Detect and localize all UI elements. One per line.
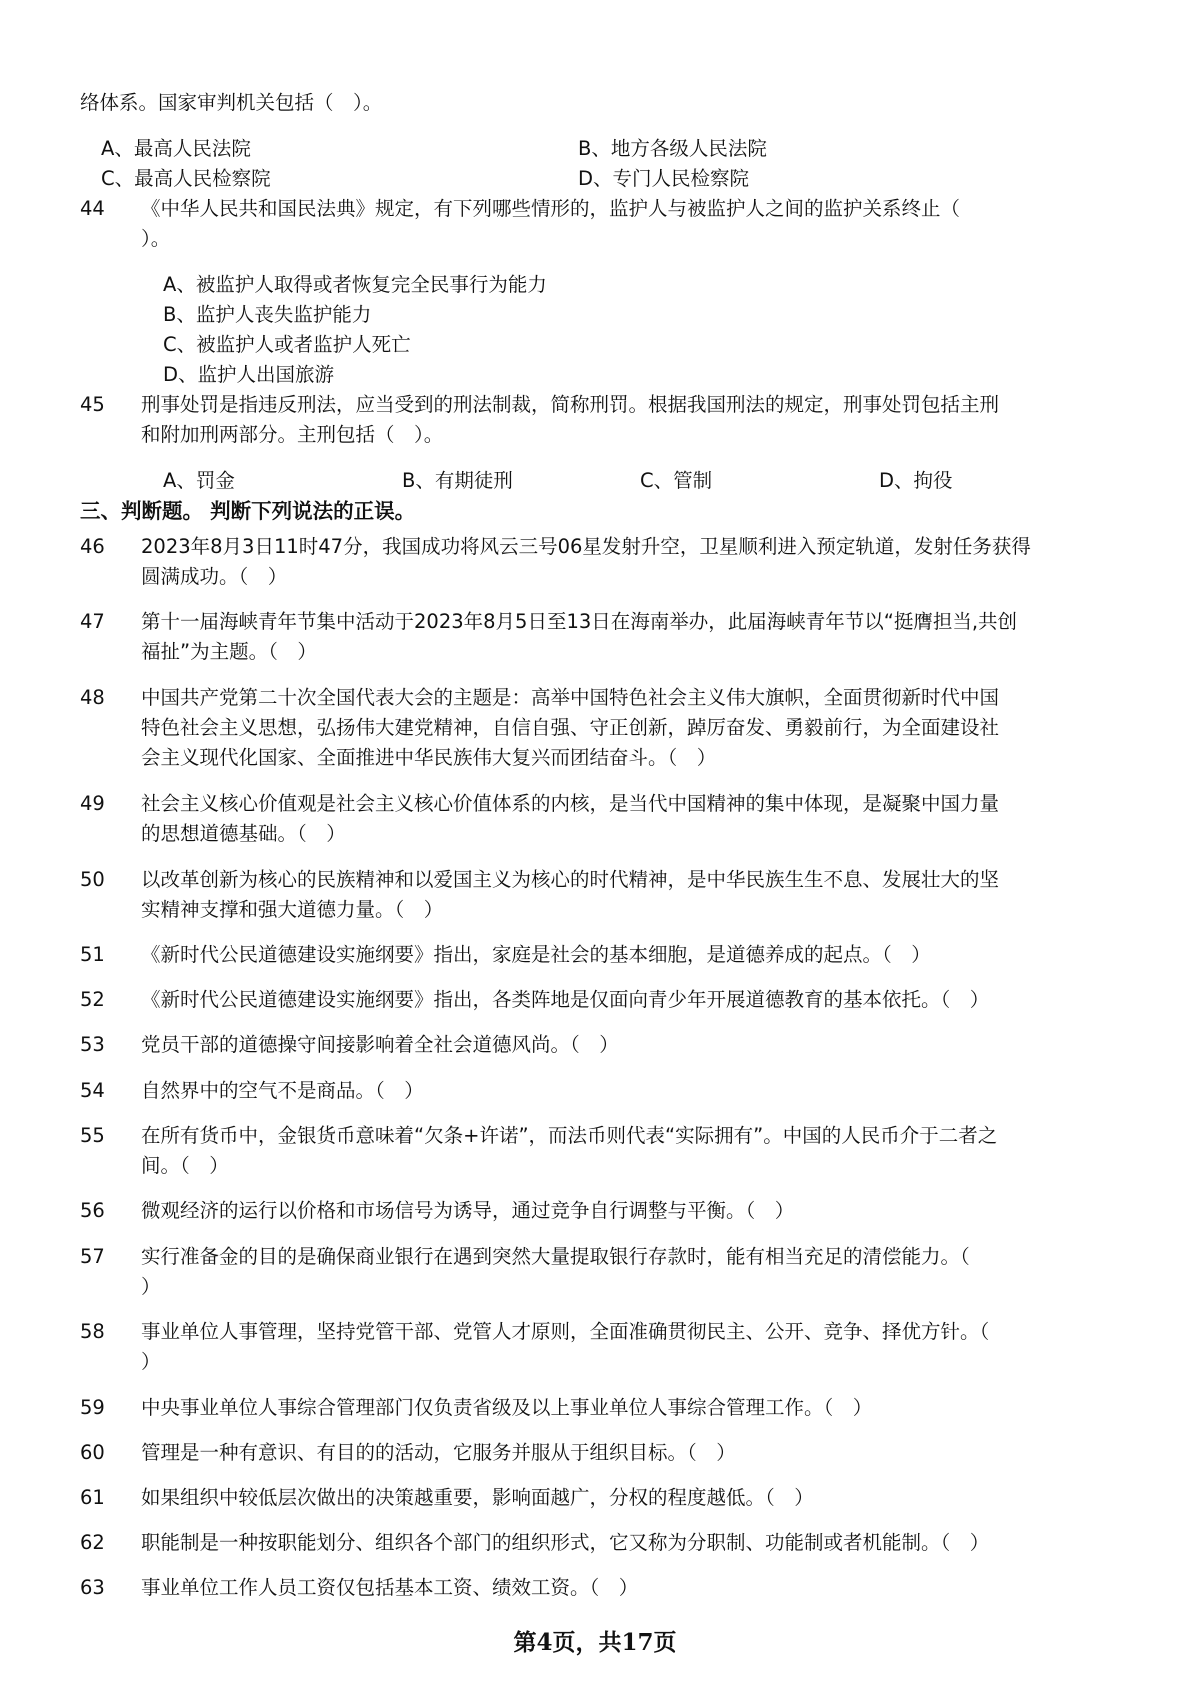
tf-question-number: 50	[80, 868, 105, 891]
q43-option-a: A、最高人民法院	[101, 137, 251, 160]
tf-question-number: 54	[80, 1079, 105, 1102]
tf-question-line2: 实精神支撑和强大道德力量。（ ）	[141, 898, 444, 921]
q45-option-d: D、拘役	[879, 469, 953, 492]
tf-question-number: 63	[80, 1576, 105, 1599]
tf-question-line1: 中央事业单位人事综合管理部门仅负责省级及以上事业单位人事综合管理工作。（ ）	[141, 1396, 873, 1419]
q43-option-c: C、最高人民检察院	[101, 167, 271, 190]
q44-option-d: D、监护人出国旅游	[163, 363, 335, 386]
tf-question-line1: 《新时代公民道德建设实施纲要》指出，家庭是社会的基本细胞，是道德养成的起点。（ ）	[141, 943, 931, 966]
q44-option-b: B、监护人丧失监护能力	[163, 303, 372, 326]
q44-option-c: C、被监护人或者监护人死亡	[163, 333, 411, 356]
q45-option-b: B、有期徒刑	[402, 469, 513, 492]
q44-number: 44	[80, 197, 105, 220]
tf-question-line1: 职能制是一种按职能划分、组织各个部门的组织形式，它又称为分职制、功能制或者机能制。（ ）	[141, 1531, 990, 1554]
tf-question-line3: 会主义现代化国家、全面推进中华民族伟大复兴而团结奋斗。（ ）	[141, 746, 717, 769]
tf-question-number: 55	[80, 1124, 105, 1147]
tf-question-line2: 圆满成功。（ ）	[141, 565, 288, 588]
tf-question-line1: 微观经济的运行以价格和市场信号为诱导，通过竞争自行调整与平衡。（ ）	[141, 1199, 795, 1222]
tf-question-line1: 中国共产党第二十次全国代表大会的主题是：高举中国特色社会主义伟大旗帜，全面贯彻新时代中国	[141, 686, 1000, 709]
tf-question-line1: 以改革创新为核心的民族精神和以爱国主义为核心的时代精神，是中华民族生生不息、发展壮大的坚	[141, 868, 1000, 891]
q43-stem-continuation: 络体系。国家审判机关包括（ ）。	[80, 91, 383, 114]
tf-question-line1: 管理是一种有意识、有目的的活动，它服务并服从于组织目标。（ ）	[141, 1441, 736, 1464]
tf-question-line1: 事业单位工作人员工资仅包括基本工资、绩效工资。（ ）	[141, 1576, 639, 1599]
tf-question-line1: 社会主义核心价值观是社会主义核心价值体系的内核，是当代中国精神的集中体现，是凝聚中国力量	[141, 792, 1000, 815]
q45-option-c: C、管制	[640, 469, 713, 492]
q43-option-d: D、专门人民检察院	[578, 167, 750, 190]
tf-question-line2: 间。（ ）	[141, 1154, 229, 1177]
q45-stem-line2: 和附加刑两部分。主刑包括（ ）。	[141, 423, 444, 446]
q44-stem-line2: ）。	[141, 227, 171, 250]
tf-question-line2: 特色社会主义思想，弘扬伟大建党精神，自信自强、守正创新，踔厉奋发、勇毅前行，为全面建设社	[141, 716, 1000, 739]
tf-question-number: 58	[80, 1320, 105, 1343]
tf-question-number: 61	[80, 1486, 105, 1509]
tf-question-number: 53	[80, 1033, 105, 1056]
tf-question-line1: 第十一届海峡青年节集中活动于2023年8月5日至13日在海南举办，此届海峡青年节以“挺膺担当,共创	[141, 610, 1018, 633]
tf-question-number: 62	[80, 1531, 105, 1554]
tf-question-line1: 《新时代公民道德建设实施纲要》指出，各类阵地是仅面向青少年开展道德教育的基本依托。（ ）	[141, 988, 990, 1011]
tf-question-line2: 福扯”为主题。（ ）	[141, 640, 317, 663]
tf-question-number: 47	[80, 610, 105, 633]
tf-question-line1: 自然界中的空气不是商品。（ ）	[141, 1079, 424, 1102]
tf-question-line2: ）	[141, 1350, 161, 1373]
tf-question-line1: 如果组织中较低层次做出的决策越重要，影响面越广，分权的程度越低。（ ）	[141, 1486, 814, 1509]
tf-question-line2: ）	[141, 1275, 161, 1298]
section-heading-true-false: 三、判断题。 判断下列说法的正误。	[80, 499, 416, 523]
page-number-footer: 第4页，共17页	[513, 1629, 677, 1656]
q43-option-b: B、地方各级人民法院	[578, 137, 767, 160]
q45-number: 45	[80, 393, 105, 416]
tf-question-line1: 在所有货币中，金银货币意味着“欠条+许诺”，而法币则代表“实际拥有”。中国的人民币介于二者之	[141, 1124, 998, 1147]
tf-question-line1: 事业单位人事管理，坚持党管干部、党管人才原则，全面准确贯彻民主、公开、竞争、择优方针。（	[141, 1320, 990, 1343]
tf-question-number: 48	[80, 686, 105, 709]
tf-question-number: 56	[80, 1199, 105, 1222]
tf-question-number: 59	[80, 1396, 105, 1419]
q45-stem-line1: 刑事处罚是指违反刑法，应当受到的刑法制裁，简称刑罚。根据我国刑法的规定，刑事处罚包括主刑	[141, 393, 1000, 416]
tf-question-line2: 的思想道德基础。（ ）	[141, 822, 346, 845]
tf-question-line1: 实行准备金的目的是确保商业银行在遇到突然大量提取银行存款时，能有相当充足的清偿能力。（	[141, 1245, 970, 1268]
q44-stem-line1: 《中华人民共和国民法典》规定，有下列哪些情形的，监护人与被监护人之间的监护关系终止（	[141, 197, 961, 220]
tf-question-number: 52	[80, 988, 105, 1011]
tf-question-number: 46	[80, 535, 105, 558]
tf-question-number: 57	[80, 1245, 105, 1268]
tf-question-number: 60	[80, 1441, 105, 1464]
tf-question-line1: 2023年8月3日11时47分，我国成功将风云三号06星发射升空，卫星顺利进入预定轨道，发射任务获得	[141, 535, 1031, 558]
tf-question-number: 51	[80, 943, 105, 966]
tf-question-line1: 党员干部的道德操守间接影响着全社会道德风尚。（ ）	[141, 1033, 619, 1056]
q45-option-a: A、罚金	[163, 469, 235, 492]
q44-option-a: A、被监护人取得或者恢复完全民事行为能力	[163, 273, 547, 296]
tf-question-number: 49	[80, 792, 105, 815]
